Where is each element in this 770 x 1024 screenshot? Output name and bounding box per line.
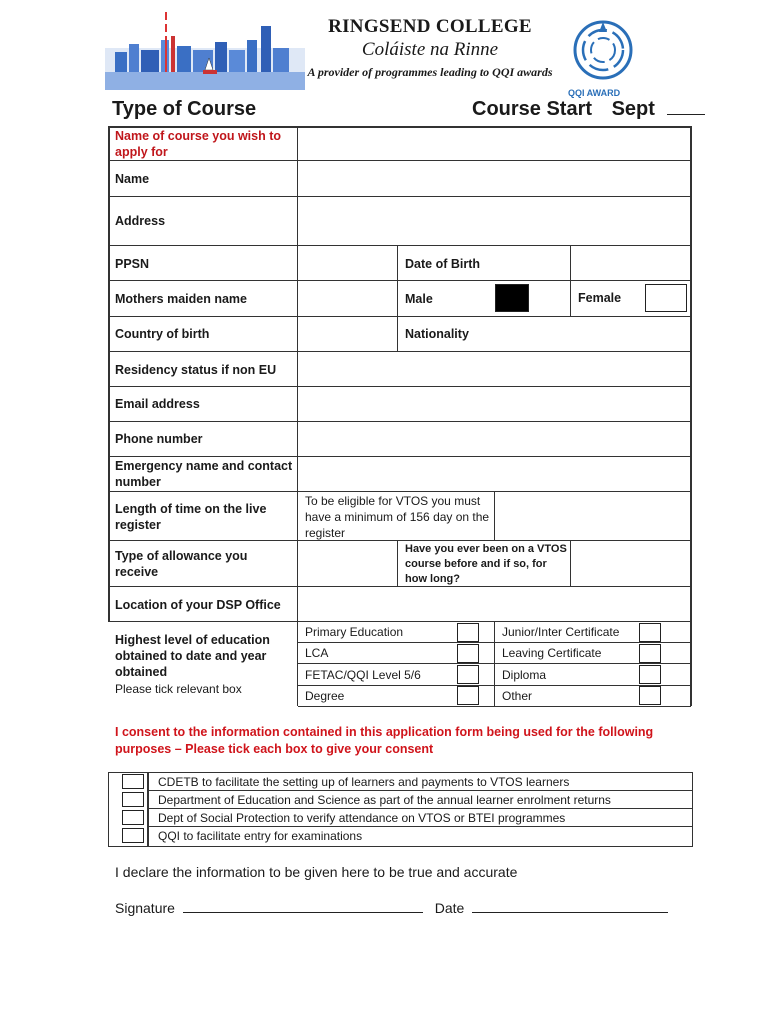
emergency-label: Emergency name and contact number (115, 459, 293, 489)
college-tagline: A provider of programmes leading to QQI awards (307, 65, 553, 79)
vtos-eligibility-note: To be eligible for VTOS you must have a minimum of 156 day on the register (305, 494, 490, 540)
college-irish-name: Coláiste na Rinne (361, 39, 499, 60)
edu-lca-checkbox[interactable] (457, 644, 479, 663)
consent-cdetb-text: CDETB to facilitate the setting up of learners and payments to VTOS learners (158, 775, 570, 789)
dob-input[interactable] (571, 246, 690, 279)
signature-field[interactable] (183, 900, 423, 913)
signature-row (115, 900, 668, 916)
ppsn-input[interactable] (298, 246, 396, 279)
female-label: Female (578, 291, 622, 305)
edu-option-lca: LCA (305, 646, 329, 660)
college-title-block (300, 16, 560, 80)
edu-option-degree: Degree (305, 689, 345, 703)
edu-option-diploma: Diploma (502, 668, 547, 682)
course-name-label: Name of course you wish to apply for (115, 129, 282, 159)
education-label: Highest level of education obtained to date and year obtained (115, 633, 270, 679)
live-register-label: Length of time on the live register (115, 502, 267, 532)
consent-qqi-checkbox[interactable] (122, 828, 144, 843)
consent-row (109, 809, 692, 827)
address-input[interactable] (298, 197, 690, 244)
mothers-maiden-label: Mothers maiden name (115, 292, 247, 306)
dob-label: Date of Birth (405, 257, 480, 271)
vtos-before-label: Have you ever been on a VTOS course before and if so, for how long? (405, 543, 567, 585)
dsp-office-label: Location of your DSP Office (115, 598, 281, 612)
signature-label: Signature (115, 900, 175, 916)
consent-qqi-text: QQI to facilitate entry for examinations (158, 829, 363, 843)
education-hint: Please tick relevant box (115, 682, 242, 696)
email-label: Email address (115, 397, 200, 411)
male-checkbox[interactable] (495, 284, 529, 312)
female-checkbox[interactable] (645, 284, 687, 312)
residency-label: Residency status if non EU (115, 363, 277, 377)
consent-row (109, 791, 692, 809)
edu-option-junior: Junior/Inter Certificate (502, 625, 620, 639)
edu-option-other: Other (502, 689, 533, 703)
course-start-month: Sept (611, 98, 655, 120)
consent-row (109, 827, 692, 845)
date-label: Date (434, 900, 465, 916)
type-of-course-heading: Type of Course (112, 98, 257, 120)
course-start-blank[interactable] (667, 98, 705, 115)
consent-row (109, 773, 692, 791)
edu-other-checkbox[interactable] (639, 686, 661, 705)
edu-leaving-checkbox[interactable] (639, 644, 661, 663)
edu-junior-checkbox[interactable] (639, 623, 661, 642)
qqi-label: QQI AWARD (568, 88, 621, 98)
date-field[interactable] (472, 900, 668, 913)
name-label: Name (115, 172, 150, 186)
edu-option-fetac: FETAC/QQI Level 5/6 (305, 668, 421, 682)
phone-label: Phone number (115, 432, 203, 446)
course-start-heading (472, 98, 705, 121)
consent-cdetb-checkbox[interactable] (122, 774, 144, 789)
qqi-logo (568, 18, 638, 100)
edu-option-primary: Primary Education (305, 625, 404, 639)
consent-social-protection-text: Dept of Social Protection to verify attendance on VTOS or BTEI programmes (158, 811, 566, 825)
declaration-text: I declare the information to be given here to be true and accurate (115, 864, 518, 880)
consent-social-protection-checkbox[interactable] (122, 810, 144, 825)
college-logo (105, 10, 305, 90)
edu-fetac-checkbox[interactable] (457, 665, 479, 684)
qqi-swirl-icon (571, 18, 635, 82)
consent-intro: I consent to the information contained in this application form being used for the following purposes – Please tick each box to give your consent (115, 725, 654, 756)
nationality-label: Nationality (405, 327, 469, 341)
edu-option-leaving: Leaving Certificate (502, 646, 602, 660)
ppsn-label: PPSN (115, 257, 150, 271)
name-input[interactable] (298, 161, 690, 195)
edu-degree-checkbox[interactable] (457, 686, 479, 705)
edu-primary-checkbox[interactable] (457, 623, 479, 642)
consent-table (108, 772, 693, 847)
course-start-label: Course Start (472, 98, 593, 120)
consent-education-text: Department of Education and Science as part of the annual learner enrolment returns (158, 793, 611, 807)
consent-education-checkbox[interactable] (122, 792, 144, 807)
allowance-label: Type of allowance you receive (115, 549, 248, 579)
male-label: Male (405, 292, 433, 306)
edu-diploma-checkbox[interactable] (639, 665, 661, 684)
country-birth-label: Country of birth (115, 327, 210, 341)
college-name: RINGSEND COLLEGE (328, 16, 532, 37)
address-label: Address (115, 214, 166, 228)
